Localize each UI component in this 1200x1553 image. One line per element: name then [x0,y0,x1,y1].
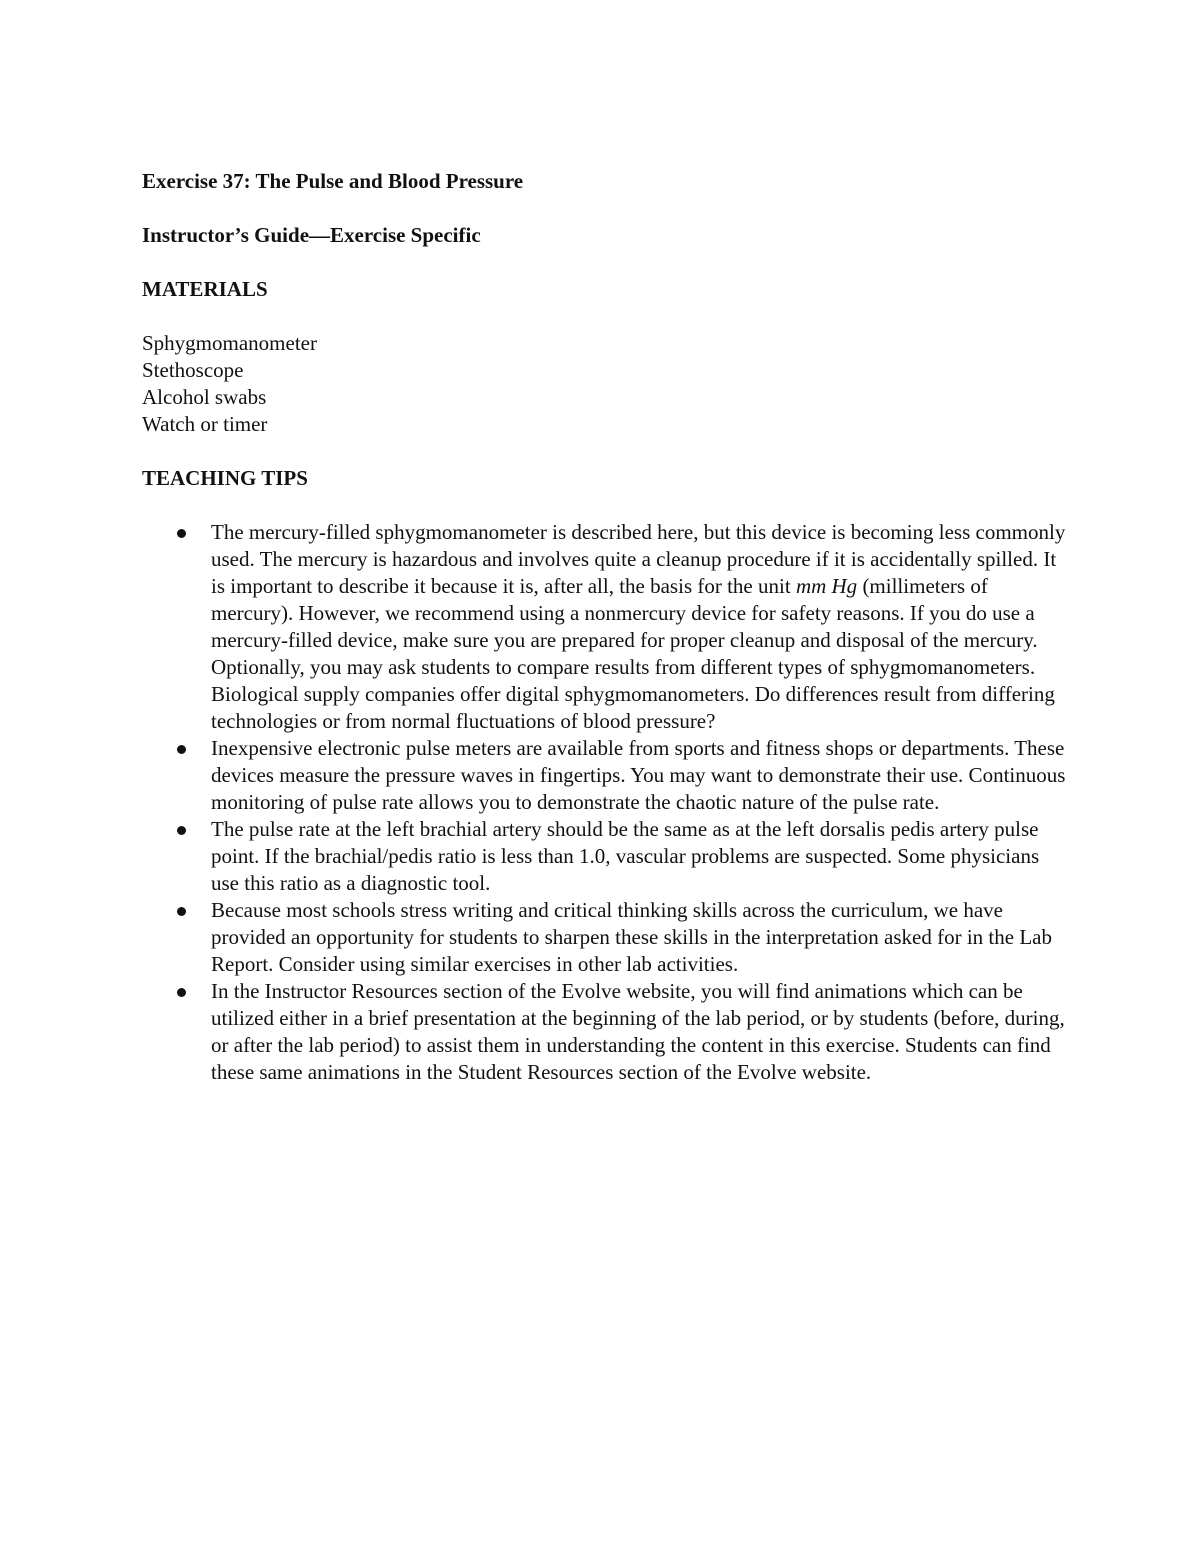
materials-item: Alcohol swabs [142,385,267,409]
materials-item: Sphygmomanometer [142,331,317,355]
tip-text: In the Instructor Resources section of the Evolve website, you will find animations which can be utilized either in a brief presentation at the beginning of the lab period, or by students (before, during, or after the lab period) to assist them in understanding the content in this exercise. Students can find these same animations in the Student Resources section of the Evolve website. [211,979,1065,1084]
spacer [142,438,1072,465]
spacer [142,303,1072,330]
tip-text: The pulse rate at the left brachial artery should be the same as at the left dorsalis pedis artery pulse point. If the brachial/pedis ratio is less than 1.0, vascular problems are suspected. Some physicians use this ratio as a diagnostic tool. [211,817,1040,895]
list-item [142,519,1072,735]
list-item [142,978,1072,1086]
bullet-icon [177,826,186,835]
spacer [142,249,1072,276]
bullet-icon [177,529,186,538]
materials-item: Watch or timer [142,412,268,436]
list-item [142,897,1072,978]
tip-text: Inexpensive electronic pulse meters are available from sports and fitness shops or departments. These devices measure the pressure waves in fingertips. You may want to demonstrate their use. Continuous monitoring of pulse rate allows you to demonstrate the chaotic nature of the pulse rate. [211,736,1066,814]
document-content [142,168,1072,1086]
materials-list [142,330,1072,438]
teaching-tips-heading: TEACHING TIPS [142,466,308,490]
materials-item: Stethoscope [142,358,244,382]
list-item [142,816,1072,897]
tip-text: The mercury-filled sphygmomanometer is described here, but this device is becoming less commonly used. The mercury is hazardous and involves quite a cleanup procedure if it is accidentally spilled. It is important to describe it because it is, after all, the basis for the unit mm Hg (millimeters of mercury). However, we recommend using a nonmercury device for safety reasons. If you do use a mercury-filled device, make sure you are prepared for proper cleanup and disposal of the mercury. Optionally, you may ask students to compare results from different types of sphygmomanometers. Biological supply companies offer digital sphygmomanometers. Do differences result from differing technologies or from normal fluctuations of blood pressure? [211,520,1066,733]
tip-text: Because most schools stress writing and critical thinking skills across the curriculum, we have provided an opportunity for students to sharpen these skills in the interpretation asked for in the Lab Report. Consider using similar exercises in other lab activities. [211,898,1052,976]
materials-heading: MATERIALS [142,277,268,301]
teaching-tips-list [142,519,1072,1086]
document-title: Exercise 37: The Pulse and Blood Pressure [142,169,524,193]
document-subtitle: Instructor’s Guide—Exercise Specific [142,223,481,247]
bullet-icon [177,988,186,997]
bullet-icon [177,745,186,754]
spacer [142,195,1072,222]
bullet-icon [177,907,186,916]
spacer [142,492,1072,519]
list-item [142,735,1072,816]
